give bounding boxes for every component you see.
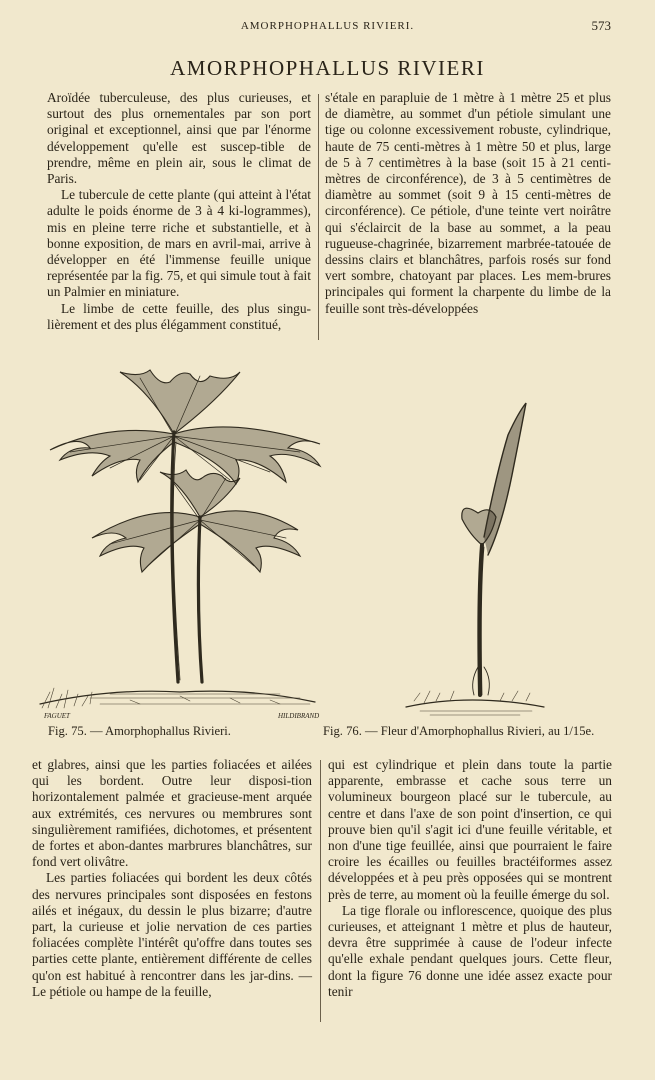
engraver-signature-left: FAGUET: [44, 712, 70, 720]
paragraph: s'étale en parapluie de 1 mètre à 1 mètre 25 et plus de diamètre, au sommet d'un pétiole simulant une tige ou colonne excessivement robuste, cylindrique, haute de 75 centi-mètres à 1 mètre 50 et plus, large de 5 à 7 centimètres à la base (soit 15 à 21 centi-mètres de circonférence), de 3 à 5 centimètres de diamètre au sommet (soit 9 à 15 centi-mètres de circonférence). Ce pétiole, d'une teinte vert noirâtre qui s'éclaircit de la base au sommet, a la peau rugueuse-chagrinée, bizarrement marbrée-tatouée de dessins clairs et blanchâtres, parfois rosés sur fond vert sombre, chatoyant par places. Les mem-brures principales qui forment la charpente du limbe de la feuille sont très-développées: [325, 90, 611, 316]
column-top-left: [47, 90, 311, 342]
paragraph: La tige florale ou inflorescence, quoique des plus curieuses, et atteignant 1 mètre et plus de hauteur, devra être supprimée à cause de l'odeur infecte qu'elle exhale pendant quelques jours. Cette fleur, dont la figure 76 donne une idée assez exacte pour tenir: [328, 902, 612, 999]
column-divider: [318, 94, 319, 340]
engraver-signature-right: HILDIBRAND: [278, 712, 320, 720]
figure-75-caption: Fig. 75. — Amorphophallus Rivieri.: [48, 724, 231, 738]
running-head: [0, 18, 655, 38]
paragraph: Le limbe de cette feuille, des plus singu-lièrement et des plus élégamment constitué,: [47, 300, 311, 332]
column-bottom-right: [328, 757, 612, 1027]
running-title: AMORPHOPHALLUS RIVIERI.: [240, 20, 415, 32]
figure-75-illustration: [30, 352, 330, 722]
paragraph: Le tubercule de cette plante (qui atteint à l'état adulte le poids énorme de 3 à 4 ki-logrammes), mis en pleine terre riche et substantielle, et à bonne exposition, de mars en avril-mai, arrive à développer en été l'immense feuille unique représentée par la fig. 75, et qui simule tout à fait un Palmier en miniature.: [47, 187, 311, 300]
column-bottom-left: [32, 757, 312, 1027]
column-top-right: [325, 90, 611, 342]
figure-76-caption: Fig. 76. — Fleur d'Amorphophallus Rivieri, au 1/15e.: [323, 724, 595, 738]
page-number: 573: [591, 18, 611, 33]
column-divider: [320, 760, 321, 1022]
paragraph: Les parties foliacées qui bordent les deux côtés des nervures principales sont disposées en festons ailés et inégaux, du dessin le plus bizarre; d'autre part, la curieuse et jolie nervation de ces parties foliacées complète l'intérêt qu'offre dans toutes ses parties cette plante, entièrement différente de celles qu'on est habitué à rencontrer dans les jar-dins. — Le pétiole ou hampe de la feuille,: [32, 870, 312, 999]
paragraph: Aroïdée tuberculeuse, des plus curieuses, et surtout des plus ornementales par son port original et exceptionnel, ainsi que par l'énorme développement qu'elle est suscep-tible de prendre, même en plein air, sous le climat de Paris.: [47, 90, 311, 187]
paragraph: et glabres, ainsi que les parties foliacées et ailées qui les bordent. Outre leur disposi-tion horizontalement palmée et gracieuse-ment arquée aux extrémités, ces nervures ou membrures sont singulièrement ramifiées, dichotomes, et présentent de fortes et abon-dantes marbrures blanchâtres, sur fond vert olivâtre.: [32, 757, 312, 870]
article-title: AMORPHOPHALLUS RIVIERI: [170, 56, 485, 80]
figure-76-illustration: [400, 395, 550, 720]
paragraph: qui est cylindrique et plein dans toute la partie apparente, embrasse et cache sous terre un volumineux bourgeon placé sur le tubercule, au centre et dans l'axe de son point d'insertion, ce qui prouve bien qu'il s'agit ici d'une feuille véritable, et non d'une tige feuillée, ainsi que pourraient le faire croire les écailles ou feuilles bractéiformes assez développées et à peu près opposées qui se montrent près de terre, au moment où la feuille émerge du sol.: [328, 757, 612, 902]
